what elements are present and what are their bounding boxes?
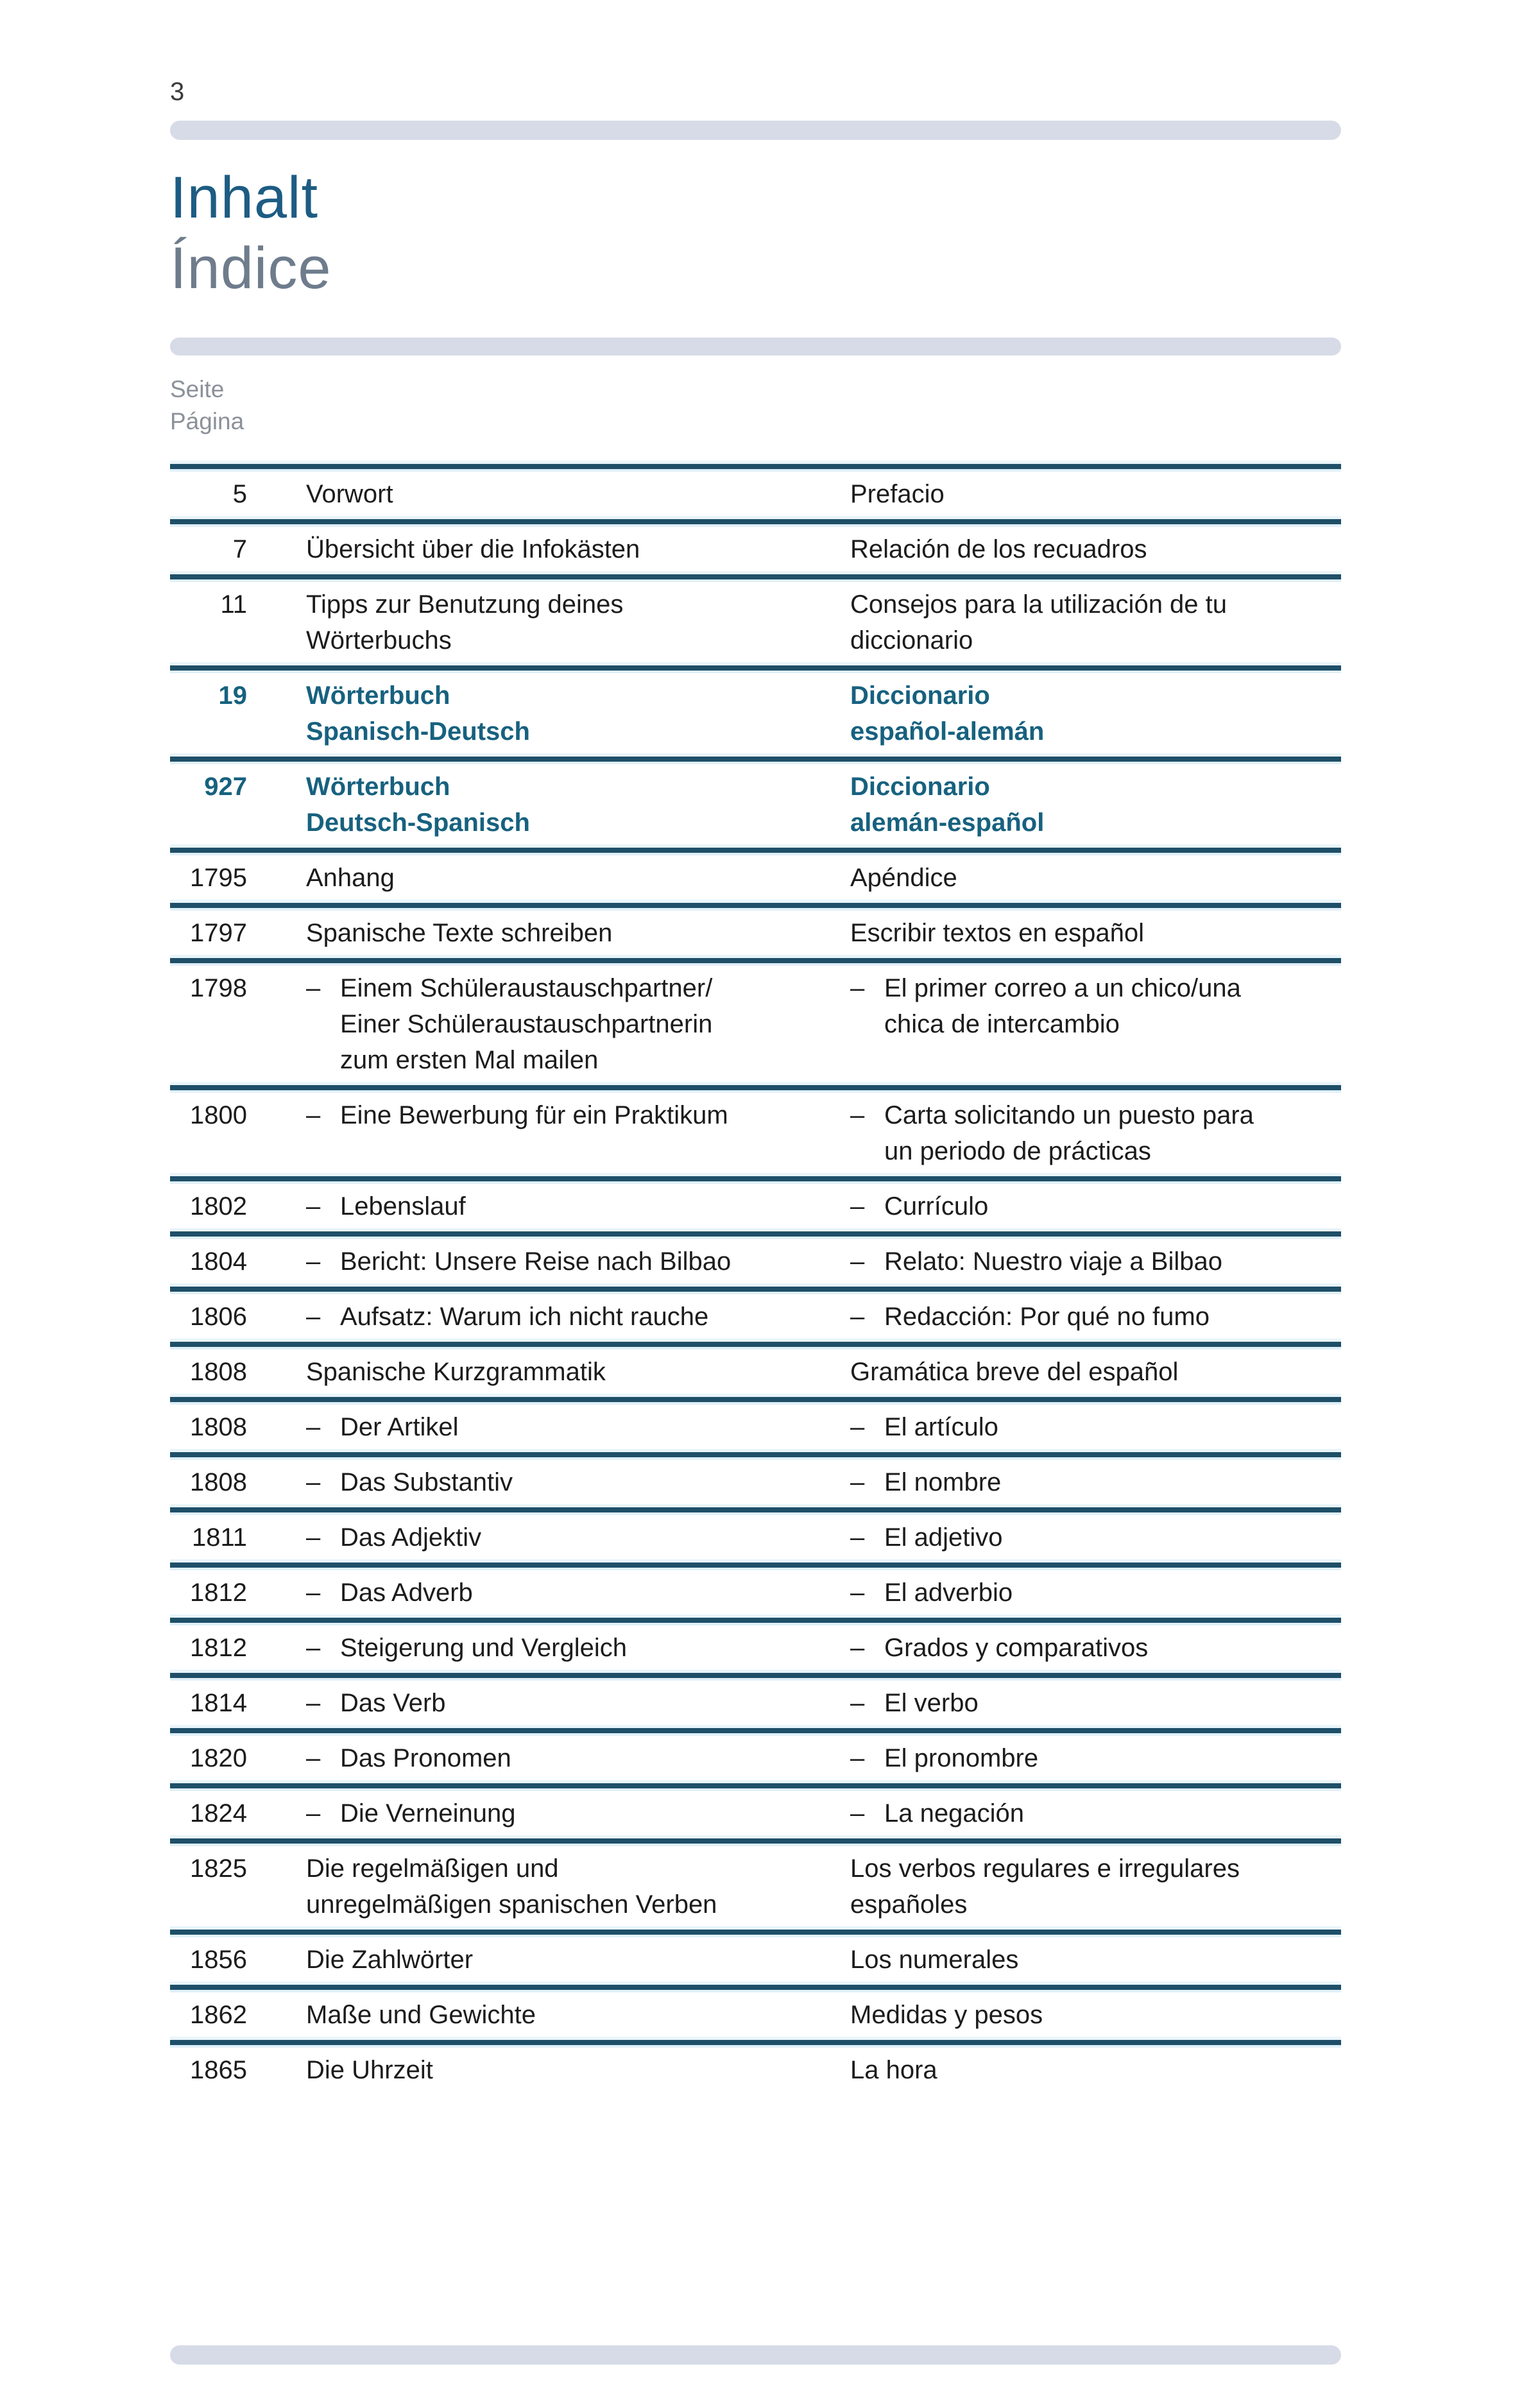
spanish-title-cell [850, 1942, 1341, 1978]
spanish-title-cell [850, 1630, 1341, 1666]
entry-text [306, 769, 850, 841]
entry-text [884, 1244, 1341, 1280]
entry-text-line: Maße und Gewichte [306, 2001, 536, 2029]
page-number-cell: 1862 [190, 2001, 247, 2029]
dash-marker: – [306, 1247, 321, 1276]
entry-text-line: Übersicht über die Infokästen [306, 535, 640, 563]
row-divider-rule [170, 844, 1341, 855]
german-title-cell [247, 915, 850, 951]
entry-text-line: Anhang [306, 864, 395, 892]
entry-text-line: Lebenslauf [340, 1192, 466, 1220]
german-title-cell [247, 1942, 850, 1978]
german-title-cell [247, 1097, 850, 1169]
entry-text-line: El pronombre [884, 1744, 1039, 1772]
spanish-title-cell [850, 1851, 1341, 1922]
entry-text-line: unregelmäßigen spanischen Verben [306, 1890, 717, 1919]
row-divider-rule [170, 1173, 1341, 1184]
entry-text-line: Currículo [884, 1192, 989, 1220]
spanish-title-cell [850, 1354, 1341, 1390]
toc-row [170, 1681, 1341, 1725]
row-divider-rule [170, 1449, 1341, 1460]
row-divider-rule [170, 1082, 1341, 1093]
page-number-cell: 1808 [190, 1468, 247, 1496]
dash-marker: – [306, 1744, 321, 1772]
toc-row [170, 1791, 1341, 1835]
entry-text-line: Los numerales [850, 1946, 1019, 1974]
dash-marker: – [306, 1468, 321, 1496]
entry-text [306, 1851, 850, 1922]
toc-row [170, 1625, 1341, 1670]
page-number-cell: 5 [232, 480, 247, 508]
dash-marker: – [306, 1689, 321, 1717]
page-number-cell: 1811 [191, 1523, 247, 1552]
entry-text-line: Escribir textos en español [850, 919, 1145, 947]
row-divider-rule [170, 1228, 1341, 1239]
dash-marker: – [306, 1523, 321, 1552]
page-number-cell: 1797 [190, 919, 247, 947]
entry-text-line: Einem Schüleraustauschpartner/ [340, 974, 713, 1002]
entry-text-line: Eine Bewerbung für ein Praktikum [340, 1101, 728, 1129]
spanish-title-cell [850, 860, 1341, 896]
entry-text [850, 769, 1341, 841]
entry-text [340, 1097, 850, 1133]
german-title-cell [247, 1354, 850, 1390]
page-number-cell: 1856 [190, 1946, 247, 1974]
entry-text [340, 1795, 850, 1831]
entry-text-line: alemán-español [850, 809, 1045, 837]
spanish-title-cell [850, 1795, 1341, 1831]
entry-text-line: El adjetivo [884, 1523, 1003, 1552]
entry-text [306, 587, 850, 658]
spanish-title-cell [850, 1188, 1341, 1224]
entry-text [850, 2052, 1341, 2088]
german-title-cell [247, 1188, 850, 1224]
entry-text-line: Bericht: Unsere Reise nach Bilbao [340, 1247, 732, 1276]
entry-text [884, 1188, 1341, 1224]
german-title-cell [247, 1997, 850, 2033]
entry-text [306, 531, 850, 567]
entry-text-line: Das Substantiv [340, 1468, 513, 1496]
dash-marker: – [850, 1303, 865, 1331]
row-divider-rule [170, 1559, 1341, 1570]
german-title-cell [247, 1630, 850, 1666]
entry-text-line: Apéndice [850, 864, 957, 892]
entry-text-line: Diccionario [850, 681, 990, 710]
german-title-cell [247, 2052, 850, 2088]
spanish-title-cell [850, 1685, 1341, 1721]
toc-row [170, 1460, 1341, 1504]
page-number-cell: 1814 [190, 1689, 247, 1717]
entry-text-line: Spanisch-Deutsch [306, 717, 530, 746]
entry-text [306, 1354, 850, 1390]
entry-text [306, 476, 850, 512]
page-number-cell: 1812 [190, 1634, 247, 1662]
dash-marker: – [850, 1468, 865, 1496]
page-number-cell: 1806 [190, 1303, 247, 1331]
row-divider-rule [170, 571, 1341, 582]
entry-text [850, 1851, 1341, 1922]
entry-text-line: Grados y comparativos [884, 1634, 1149, 1662]
dash-marker: – [306, 1799, 321, 1828]
entry-text-line: Deutsch-Spanisch [306, 809, 530, 837]
entry-text-line: Consejos para la utilización de tu [850, 590, 1228, 619]
toc-row [170, 1184, 1341, 1228]
page-number-cell: 19 [218, 681, 247, 710]
row-divider-rule [170, 662, 1341, 673]
entry-text-line: un periodo de prácticas [884, 1137, 1151, 1165]
page-number-cell: 1812 [190, 1579, 247, 1607]
german-title-cell [247, 1795, 850, 1831]
dash-marker: – [850, 1634, 865, 1662]
entry-text [884, 1409, 1341, 1445]
entry-text-line: Das Adverb [340, 1579, 473, 1607]
german-title-cell [247, 1740, 850, 1776]
page-content [170, 0, 1341, 2092]
entry-text [340, 1409, 850, 1445]
toc-row [170, 855, 1341, 900]
entry-text-line: Medidas y pesos [850, 2001, 1043, 2029]
entry-text [850, 531, 1341, 567]
entry-text [340, 1630, 850, 1666]
entry-text-line: Tipps zur Benutzung deines [306, 590, 624, 619]
entry-text-line: Prefacio [850, 480, 945, 508]
entry-text [884, 1685, 1341, 1721]
page-number-cell: 1802 [190, 1192, 247, 1220]
row-divider-rule [170, 1725, 1341, 1736]
entry-text-line: Das Pronomen [340, 1744, 511, 1772]
entry-text-line: Aufsatz: Warum ich nicht rauche [340, 1303, 709, 1331]
entry-text-line: Vorwort [306, 480, 393, 508]
entry-text [850, 587, 1341, 658]
dash-marker: – [306, 1192, 321, 1220]
entry-text-line: Relación de los recuadros [850, 535, 1147, 563]
german-title-cell [247, 678, 850, 749]
entry-text-line: El adverbio [884, 1579, 1013, 1607]
entry-text-line: español-alemán [850, 717, 1045, 746]
entry-text-line: Spanische Kurzgrammatik [306, 1358, 606, 1386]
row-divider-rule [170, 1339, 1341, 1349]
spanish-title-cell [850, 1997, 1341, 2033]
dash-marker: – [850, 974, 865, 1002]
toc-row [170, 1515, 1341, 1559]
row-divider-rule [170, 1780, 1341, 1791]
entry-text-line: El primer correo a un chico/una [884, 974, 1241, 1002]
spanish-title-cell [850, 915, 1341, 951]
spanish-title-cell [850, 769, 1341, 841]
german-title-cell [247, 1409, 850, 1445]
toc-row [170, 1937, 1341, 1982]
entry-text [884, 1575, 1341, 1611]
entry-text [340, 1520, 850, 1555]
entry-text-line: Der Artikel [340, 1413, 459, 1441]
entry-text [850, 1354, 1341, 1390]
page-number-cell: 1825 [190, 1854, 247, 1883]
entry-text [340, 1740, 850, 1776]
toc-row [170, 764, 1341, 844]
entry-text-line: chica de intercambio [884, 1010, 1120, 1038]
dash-marker: – [850, 1744, 865, 1772]
toc-row [170, 1405, 1341, 1449]
toc-row [170, 1349, 1341, 1394]
dash-marker: – [850, 1579, 865, 1607]
german-title-cell [247, 1685, 850, 1721]
entry-text [884, 1299, 1341, 1335]
page-number-cell: 1798 [190, 974, 247, 1002]
entry-text-line: Wörterbuch [306, 773, 450, 801]
entry-text [884, 1097, 1341, 1169]
german-title-cell [247, 476, 850, 512]
entry-text [850, 476, 1341, 512]
page-number-cell: 1804 [190, 1247, 247, 1276]
column-header-pagina: Página [170, 408, 244, 434]
row-divider-rule [170, 516, 1341, 527]
entry-text-line: zum ersten Mal mailen [340, 1046, 599, 1074]
top-divider-bar [170, 121, 1341, 140]
dash-marker: – [306, 1303, 321, 1331]
spanish-title-cell [850, 1464, 1341, 1500]
toc-row [170, 673, 1341, 753]
entry-text-line: Die Verneinung [340, 1799, 516, 1828]
row-divider-rule [170, 1670, 1341, 1681]
dash-marker: – [850, 1523, 865, 1552]
entry-text [884, 1464, 1341, 1500]
page-number-cell: 11 [220, 590, 247, 619]
german-title-cell [247, 1244, 850, 1280]
dash-marker: – [306, 974, 321, 1002]
toc-row [170, 1846, 1341, 1926]
entry-text [306, 2052, 850, 2088]
page-number-cell: 1865 [190, 2056, 247, 2084]
entry-text [306, 860, 850, 896]
page-number-cell: 1820 [190, 1744, 247, 1772]
toc-row [170, 1294, 1341, 1339]
spanish-title-cell [850, 1575, 1341, 1611]
toc-row [170, 1992, 1341, 2037]
spanish-title-cell [850, 970, 1341, 1078]
entry-text [884, 1630, 1341, 1666]
page-number-cell: 7 [232, 535, 247, 563]
toc-row [170, 1239, 1341, 1283]
entry-text-line: Gramática breve del español [850, 1358, 1179, 1386]
page-number-cell: 1808 [190, 1413, 247, 1441]
entry-text-line: Die Zahlwörter [306, 1946, 474, 1974]
dash-marker: – [306, 1634, 321, 1662]
dash-marker: – [850, 1101, 865, 1129]
toc-row [170, 472, 1341, 516]
toc-row [170, 911, 1341, 955]
entry-text-line: Das Adjektiv [340, 1523, 482, 1552]
page-number-cell: 927 [204, 773, 247, 801]
entry-text-line: Relato: Nuestro viaje a Bilbao [884, 1247, 1222, 1276]
entry-text [340, 1464, 850, 1500]
entry-text [884, 1520, 1341, 1555]
entry-text [306, 1942, 850, 1978]
spanish-title-cell [850, 1740, 1341, 1776]
entry-text [340, 1575, 850, 1611]
entry-text [884, 1740, 1341, 1776]
page-number-cell: 1795 [190, 864, 247, 892]
entry-text [340, 1299, 850, 1335]
entry-text-line: diccionario [850, 626, 973, 655]
german-title-cell [247, 1575, 850, 1611]
spanish-title-cell [850, 2052, 1341, 2088]
spanish-title-cell [850, 1299, 1341, 1335]
row-divider-rule [170, 1835, 1341, 1846]
entry-text-line: Spanische Texte schreiben [306, 919, 613, 947]
row-divider-rule [170, 753, 1341, 764]
spanish-title-cell [850, 587, 1341, 658]
row-divider-rule [170, 1504, 1341, 1515]
page-number-cell: 1824 [190, 1799, 247, 1828]
entry-text [340, 1188, 850, 1224]
entry-text-line: Los verbos regulares e irregulares [850, 1854, 1240, 1883]
page-title-spanish: Índice [170, 235, 332, 301]
row-divider-rule [170, 461, 1341, 472]
mid-divider-bar [170, 338, 1341, 355]
dash-marker: – [850, 1192, 865, 1220]
spanish-title-cell [850, 1097, 1341, 1169]
spanish-title-cell [850, 531, 1341, 567]
entry-text-line: Carta solicitando un puesto para [884, 1101, 1254, 1129]
entry-text [306, 1997, 850, 2033]
spanish-title-cell [850, 678, 1341, 749]
page-column-header [170, 373, 1341, 438]
entry-text [850, 915, 1341, 951]
entry-text-line: Diccionario [850, 773, 990, 801]
entry-text [850, 1997, 1341, 2033]
entry-text [850, 678, 1341, 749]
spanish-title-cell [850, 476, 1341, 512]
entry-text-line: Redacción: Por qué no fumo [884, 1303, 1210, 1331]
column-header-seite: Seite [170, 376, 225, 402]
entry-text [850, 860, 1341, 896]
dash-marker: – [306, 1413, 321, 1441]
german-title-cell [247, 587, 850, 658]
entry-text-line: españoles [850, 1890, 968, 1919]
german-title-cell [247, 1464, 850, 1500]
page-number: 3 [170, 78, 185, 106]
entry-text [306, 915, 850, 951]
entry-text [306, 678, 850, 749]
dash-marker: – [850, 1799, 865, 1828]
entry-text-line: Die Uhrzeit [306, 2056, 433, 2084]
german-title-cell [247, 1851, 850, 1922]
toc-row [170, 966, 1341, 1082]
spanish-title-cell [850, 1409, 1341, 1445]
entry-text-line: Die regelmäßigen und [306, 1854, 559, 1883]
toc-row [170, 527, 1341, 571]
page-title-german: Inhalt [170, 165, 319, 230]
dash-marker: – [306, 1579, 321, 1607]
german-title-cell [247, 970, 850, 1078]
spanish-title-cell [850, 1244, 1341, 1280]
row-divider-rule [170, 2037, 1341, 2048]
row-divider-rule [170, 1982, 1341, 1992]
row-divider-rule [170, 1614, 1341, 1625]
german-title-cell [247, 531, 850, 567]
toc-row [170, 1093, 1341, 1173]
entry-text-line: Steigerung und Vergleich [340, 1634, 627, 1662]
row-divider-rule [170, 955, 1341, 966]
entry-text-line: Das Verb [340, 1689, 446, 1717]
entry-text-line: El artículo [884, 1413, 998, 1441]
dash-marker: – [850, 1689, 865, 1717]
toc-row [170, 582, 1341, 662]
entry-text-line: Wörterbuchs [306, 626, 452, 655]
entry-text-line: La hora [850, 2056, 937, 2084]
toc-row [170, 1570, 1341, 1614]
row-divider-rule [170, 1926, 1341, 1937]
row-divider-rule [170, 900, 1341, 911]
entry-text [850, 1942, 1341, 1978]
footer-bar [170, 2345, 1341, 2365]
german-title-cell [247, 769, 850, 841]
toc-row [170, 2048, 1341, 2092]
entry-text [884, 970, 1341, 1042]
entry-text-line: El nombre [884, 1468, 1002, 1496]
toc-row [170, 1736, 1341, 1780]
german-title-cell [247, 1299, 850, 1335]
entry-text-line: La negación [884, 1799, 1024, 1828]
entry-text-line: El verbo [884, 1689, 979, 1717]
page-number-cell: 1808 [190, 1358, 247, 1386]
german-title-cell [247, 860, 850, 896]
dash-marker: – [306, 1101, 321, 1129]
german-title-cell [247, 1520, 850, 1555]
entry-text-line: Einer Schüleraustauschpartnerin [340, 1010, 713, 1038]
toc-table [170, 461, 1341, 2092]
row-divider-rule [170, 1394, 1341, 1405]
entry-text [340, 1685, 850, 1721]
row-divider-rule [170, 1283, 1341, 1294]
spanish-title-cell [850, 1520, 1341, 1555]
entry-text [340, 1244, 850, 1280]
entry-text [340, 970, 850, 1078]
entry-text-line: Wörterbuch [306, 681, 450, 710]
entry-text [884, 1795, 1341, 1831]
page-number-cell: 1800 [190, 1101, 247, 1129]
dash-marker: – [850, 1247, 865, 1276]
dash-marker: – [850, 1413, 865, 1441]
